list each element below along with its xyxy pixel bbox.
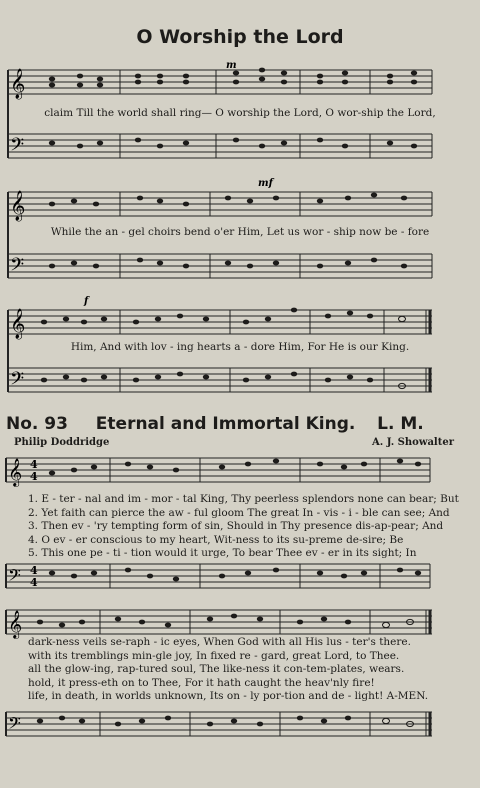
svg-text:𝄞: 𝄞 bbox=[8, 610, 23, 638]
svg-text:𝄞: 𝄞 bbox=[8, 458, 23, 486]
verse-line: 1. E - ter - nal and im - mor - tal King, Thy peerless splendors none can bear; But bbox=[28, 493, 459, 505]
verse-lines-second-half bbox=[28, 636, 448, 704]
verse-lines-first-half bbox=[28, 493, 459, 561]
music-system-4-bass bbox=[0, 558, 480, 598]
svg-text:4: 4 bbox=[30, 470, 38, 483]
svg-text:𝄞: 𝄞 bbox=[10, 191, 26, 221]
music-system-4-treble bbox=[0, 452, 480, 492]
composer-credit: A. J. Showalter bbox=[372, 437, 454, 448]
lyric-line: claim Till the world shall ring— O worship the Lord, O wor-ship the Lord, bbox=[44, 107, 436, 119]
lyric-line: Him, And with lov - ing hearts a - dore Him, For He is our King. bbox=[70, 341, 410, 353]
verse-line: 3. Then ev - 'ry tempting form of sin, Should in Thy presence dis-ap-pear; And bbox=[28, 520, 444, 533]
verse-line: hold, it press-eth on to Thee, For it hath caught the heav'nly fire! bbox=[28, 676, 375, 689]
lyric-line: While the an - gel choirs bend o'er Him, Let us wor - ship now be - fore bbox=[50, 226, 430, 238]
svg-text:4: 4 bbox=[30, 576, 38, 589]
svg-text:𝄞: 𝄞 bbox=[10, 309, 26, 339]
hymn-number: No. 93 bbox=[6, 414, 68, 434]
verse-line: all the glow-ing, rap-tured soul, The like-ness it con-tem-plates, wears. bbox=[28, 663, 405, 676]
hymn-title: Eternal and Immortal King. bbox=[95, 414, 356, 434]
music-system-5-bass bbox=[0, 706, 480, 746]
svg-text:4: 4 bbox=[30, 458, 38, 471]
music-system-2 bbox=[0, 178, 480, 298]
verse-line: 4. O ev - er conscious to my heart, Wit-ness to its su-preme de-sire; Be bbox=[28, 533, 404, 546]
svg-text:𝄢: 𝄢 bbox=[8, 713, 21, 737]
verse-line: with its tremblings min-gle joy, In fixed re - gard, great Lord, to Thee. bbox=[28, 649, 400, 662]
song-title: O Worship the Lord bbox=[136, 26, 344, 48]
author-credit: Philip Doddridge bbox=[14, 437, 110, 448]
svg-text:𝄢: 𝄢 bbox=[10, 369, 25, 394]
verse-line: 2. Yet faith can pierce the aw - ful gloom The great In - vis - i - ble can see; And bbox=[28, 506, 450, 519]
hymn-meter: L. M. bbox=[377, 414, 424, 434]
hymn-heading bbox=[6, 414, 476, 434]
hymn-credits bbox=[14, 437, 454, 448]
svg-text:𝄢: 𝄢 bbox=[10, 255, 25, 280]
svg-text:𝄢: 𝄢 bbox=[8, 565, 21, 589]
dynamic-mark: f bbox=[84, 296, 89, 307]
verse-line: 5. This one pe - ti - tion would it urge, To bear Thee ev - er in its sight; In bbox=[28, 547, 417, 560]
verse-line: life, in death, in worlds unknown, Its on - ly por-tion and de - light! A-MEN. bbox=[28, 690, 429, 703]
svg-text:𝄢: 𝄢 bbox=[10, 135, 25, 160]
svg-text:𝄞: 𝄞 bbox=[10, 69, 26, 99]
svg-text:4: 4 bbox=[30, 564, 38, 577]
dynamic-mark: mf bbox=[258, 178, 273, 189]
dynamic-mark: m bbox=[226, 60, 237, 71]
verse-line: dark-ness veils se-raph - ic eyes, When God with all His lus - ter's there. bbox=[28, 636, 411, 648]
